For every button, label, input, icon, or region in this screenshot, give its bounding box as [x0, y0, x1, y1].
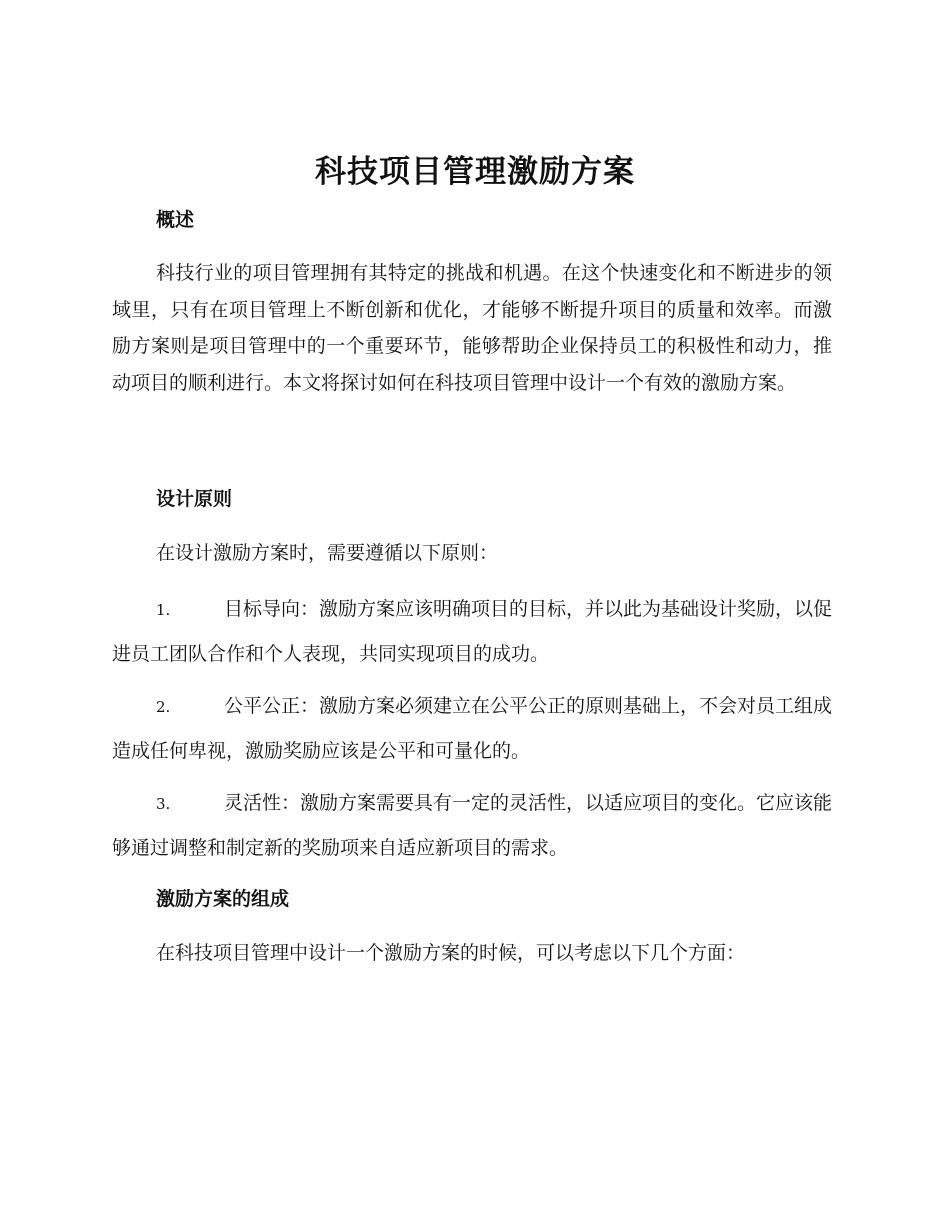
list-number: 2. — [156, 698, 171, 716]
principle-item-2 — [112, 684, 832, 773]
principle-text: 公平公正：激励方案必须建立在公平公正的原则基础上，不会对员工组成造成任何卑视，激励奖励应该是公平和可量化的。 — [112, 695, 833, 762]
principle-text: 灵活性：激励方案需要具有一定的灵活性，以适应项目的变化。它应该能够通过调整和制定新的奖励项来自适应新项目的需求。 — [112, 792, 833, 859]
section-heading-design-principles: 设计原则 — [156, 488, 233, 510]
overview-paragraph: 科技行业的项目管理拥有其特定的挑战和机遇。在这个快速变化和不断进步的领域里，只有在项目管理上不断创新和优化，才能够不断提升项目的质量和效率。而激励方案则是项目管理中的一个重要环节，能够帮助企业保持员工的积极性和动力，推动项目的顺利进行。本文将探讨如何在科技项目管理中设计一个有效的激励方案。 — [112, 262, 832, 394]
list-number: 1. — [156, 601, 171, 619]
list-number: 3. — [156, 795, 171, 813]
principle-text: 目标导向：激励方案应该明确项目的目标，并以此为基础设计奖励，以促进员工团队合作和个人表现，共同实现项目的成功。 — [112, 598, 833, 665]
principle-item-3 — [112, 781, 832, 870]
section-heading-overview: 概述 — [156, 209, 195, 231]
section-heading-composition: 激励方案的组成 — [156, 888, 290, 910]
composition-intro: 在科技项目管理中设计一个激励方案的时候，可以考虑以下几个方面： — [156, 942, 746, 964]
design-principles-intro: 在设计激励方案时，需要遵循以下原则： — [156, 542, 499, 564]
document-title: 科技项目管理激励方案 — [315, 154, 635, 190]
principle-item-1 — [112, 587, 832, 676]
